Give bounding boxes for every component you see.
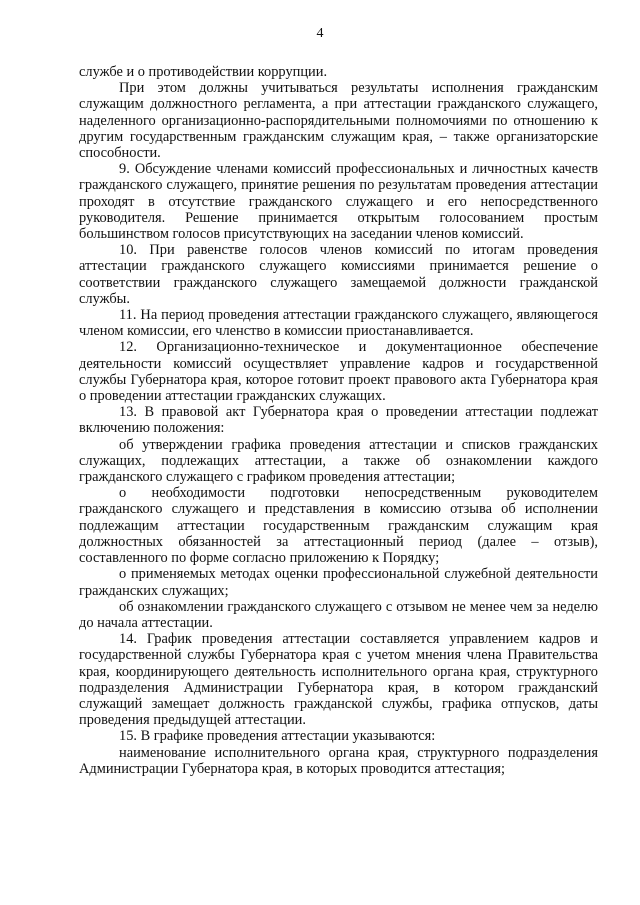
paragraph: 12. Организационно-техническое и документационное обеспечение деятельности комиссий осуществляет управление кадров и государственной службы Губернатора края, которое готовит проект правового акта Губернатора края о проведении аттестации гражданских служащих. bbox=[79, 339, 598, 405]
document-body bbox=[79, 64, 598, 777]
paragraph: 11. На период проведения аттестации гражданского служащего, являющегося членом комиссии, его членство в комиссии приостанавливается. bbox=[79, 307, 598, 340]
paragraph: 9. Обсуждение членами комиссий профессиональных и личностных качеств гражданского служащего, принятие решения по результатам проведения аттестации проходят в отсутствие гражданского служащего и его непосредственного руководителя. Решение принимается открытым голосованием простым большинством голосов присутствующих на заседании членов комиссий. bbox=[79, 161, 598, 243]
paragraph: об ознакомлении гражданского служащего с отзывом не менее чем за неделю до начала аттестации. bbox=[79, 598, 598, 631]
paragraph: службе и о противодействии коррупции. bbox=[79, 64, 328, 80]
paragraph: наименование исполнительного органа края, структурного подразделения Администрации Губернатора края, в которых проводится аттестация; bbox=[79, 744, 598, 777]
paragraph: 10. При равенстве голосов членов комиссий по итогам проведения аттестации гражданского служащего комиссиями принимается решение о соответствии гражданского служащего замещаемой должности гражданской службы. bbox=[79, 242, 598, 307]
paragraph: 13. В правовой акт Губернатора края о проведении аттестации подлежат включению положения: bbox=[79, 404, 598, 437]
paragraph: 15. В графике проведения аттестации указываются: bbox=[119, 728, 436, 745]
paragraph: 14. График проведения аттестации составляется управлением кадров и государственной службы Губернатора края с учетом мнения члена Правительства края, координирующего деятельность исполнительного органа края, структурного подразделения Администрации Губернатора края, в котором гражданский служащий замещает должность гражданской службы, графика отпусков, даты проведения предыдущей аттестации. bbox=[79, 631, 598, 729]
paragraph: При этом должны учитываться результаты исполнения гражданским служащим должностного регламента, а при аттестации гражданского служащего, наделенного организационно-распорядительными полномочиями по отношению к другим государственным гражданским служащим края, – также организаторские способности. bbox=[79, 80, 598, 162]
paragraph: о необходимости подготовки непосредственным руководителем гражданского служащего и представления в комиссию отзыва об исполнении подлежащим аттестации государственным гражданским служащим края должностных обязанностей за аттестационный период (далее – отзыв), составленного по форме согласно приложению к Порядку; bbox=[79, 485, 598, 567]
page-number: 4 bbox=[316, 26, 324, 41]
paragraph: о применяемых методах оценки профессиональной служебной деятельности гражданских служащих; bbox=[79, 566, 598, 599]
paragraph: об утверждении графика проведения аттестации и списков гражданских служащих, подлежащих аттестации, а также об ознакомлении каждого гражданского служащего с графиком проведения аттестации; bbox=[79, 436, 598, 486]
